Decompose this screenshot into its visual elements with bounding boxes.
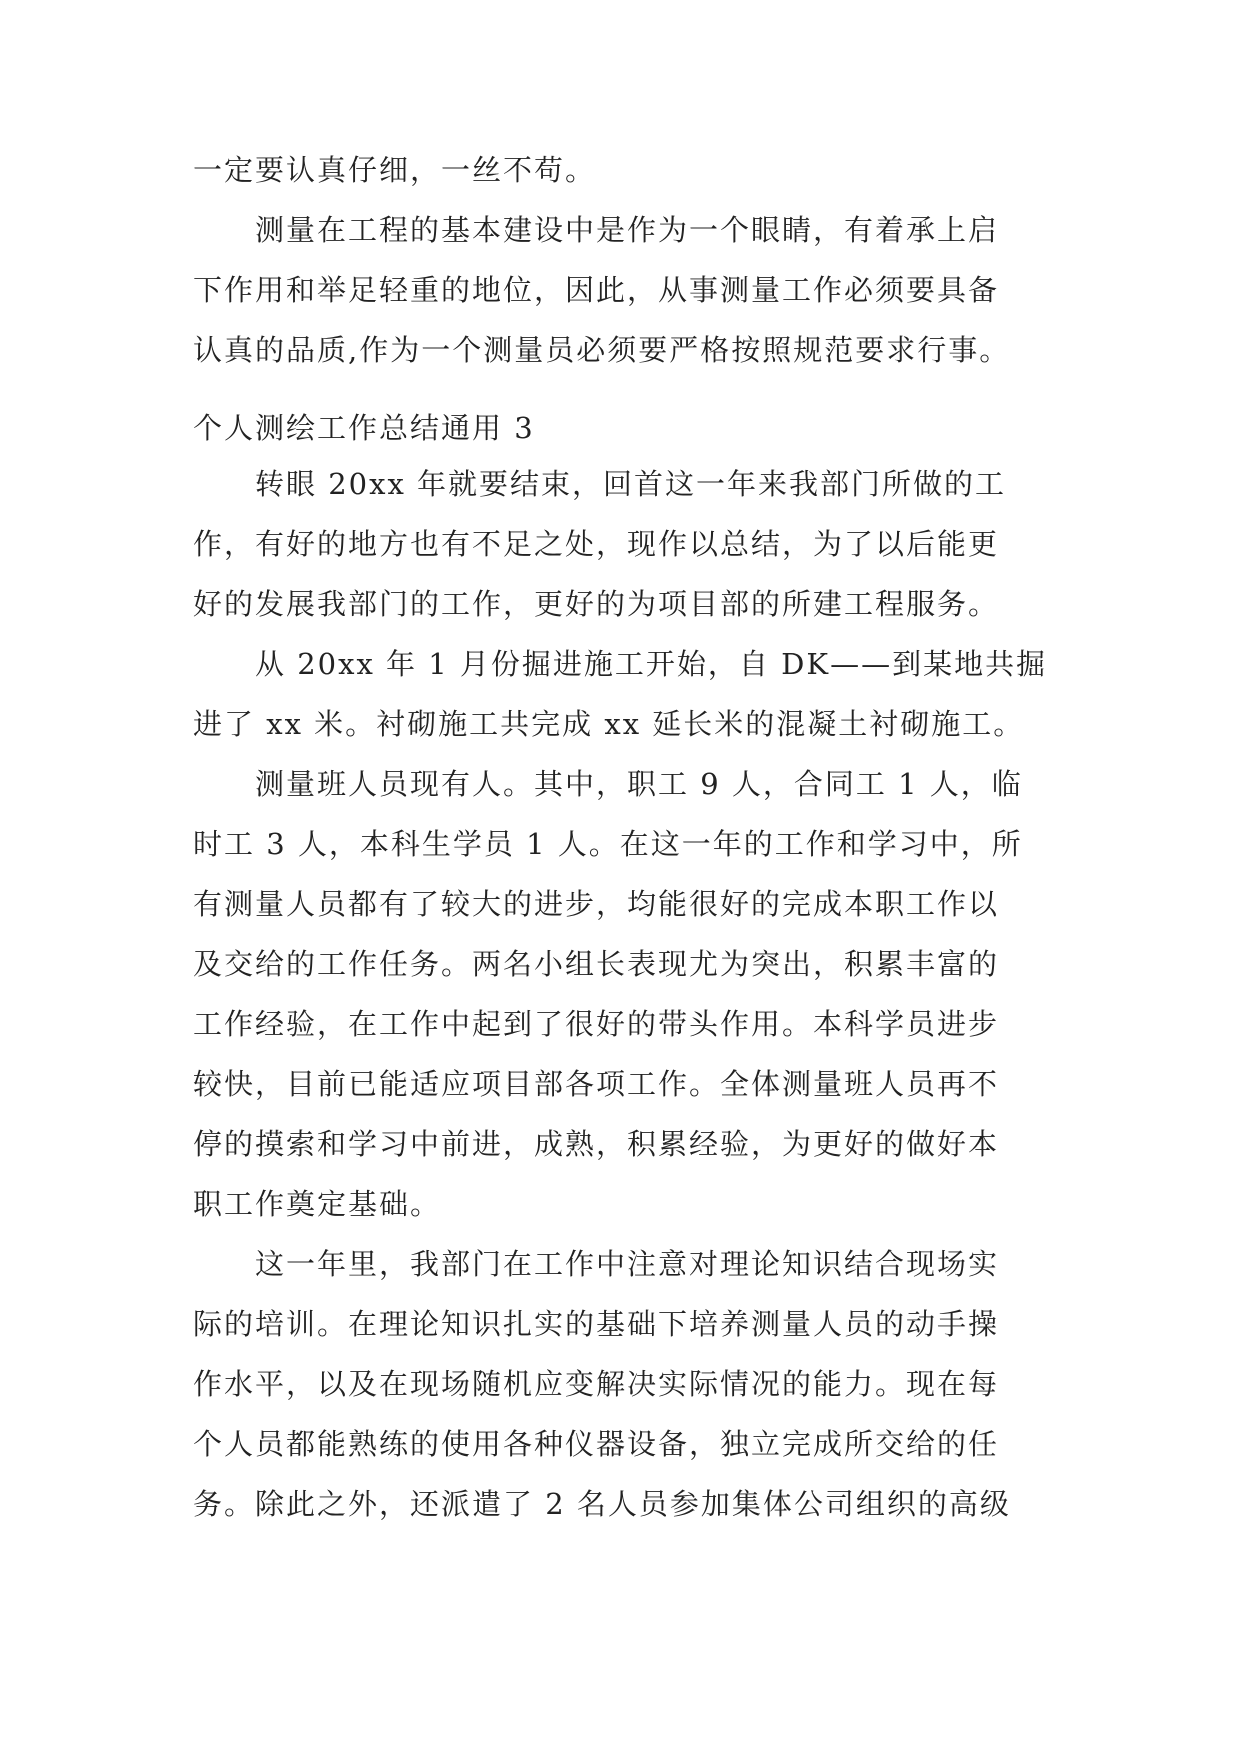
text-line: 下作用和举足轻重的地位，因此，从事测量工作必须要具备 [193,273,1000,307]
text-line: 较快，目前已能适应项目部各项工作。全体测量班人员再不 [193,1067,1000,1101]
text-line: 职工作奠定基础。 [193,1187,442,1221]
text-line: 测量在工程的基本建设中是作为一个眼睛，有着承上启 [193,213,1000,247]
text-line: 工作经验，在工作中起到了很好的带头作用。本科学员进步 [193,1007,1000,1041]
text-line: 好的发展我部门的工作，更好的为项目部的所建工程服务。 [193,587,1000,621]
text-line: 及交给的工作任务。两名小组长表现尤为突出，积累丰富的 [193,947,1000,981]
text-line: 有测量人员都有了较大的进步，均能很好的完成本职工作以 [193,887,1000,921]
text-line: 作，有好的地方也有不足之处，现作以总结，为了以后能更 [193,527,1000,561]
text-line: 务。除此之外，还派遣了 2 名人员参加集体公司组织的高级 [193,1487,1011,1521]
paragraph-block-2 [193,454,1063,1534]
text-line: 际的培训。在理论知识扎实的基础下培养测量人员的动手操 [193,1307,1000,1341]
text-line: 转眼 20xx 年就要结束，回首这一年来我部门所做的工 [193,467,1007,501]
section-title-text: 个人测绘工作总结通用 3 [193,411,535,445]
text-line: 这一年里，我部门在工作中注意对理论知识结合现场实 [193,1247,1000,1281]
text-line: 认真的品质,作为一个测量员必须要严格按照规范要求行事。 [193,333,1011,367]
text-line: 作水平，以及在现场随机应变解决实际情况的能力。现在每 [193,1367,1000,1401]
text-line: 一定要认真仔细，一丝不苟。 [193,153,597,187]
section-title [193,398,1063,458]
text-line: 进了 xx 米。衬砌施工共完成 xx 延长米的混凝土衬砌施工。 [193,707,1025,741]
text-line: 停的摸索和学习中前进，成熟，积累经验，为更好的做好本 [193,1127,1000,1161]
text-line: 测量班人员现有人。其中，职工 9 人，合同工 1 人，临 [193,767,1023,801]
text-line: 个人员都能熟练的使用各种仪器设备，独立完成所交给的任 [193,1427,1000,1461]
text-line: 从 20xx 年 1 月份掘进施工开始，自 DK——到某地共掘 [193,647,1048,681]
paragraph-block-1 [193,140,1063,380]
text-line: 时工 3 人，本科生学员 1 人。在这一年的工作和学习中，所 [193,827,1023,861]
